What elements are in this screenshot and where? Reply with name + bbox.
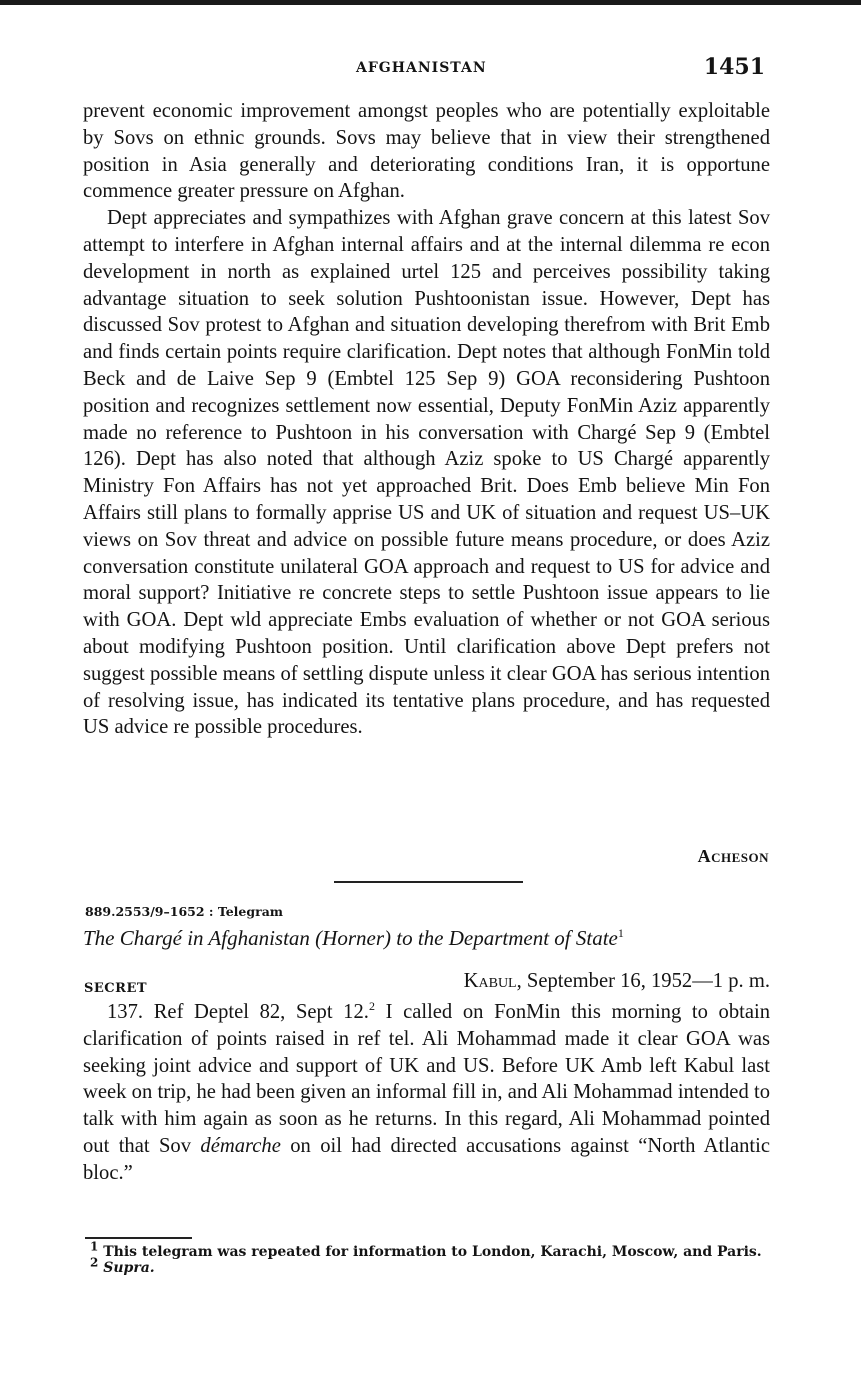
footnotes: [84, 1239, 774, 1276]
footnote-1: [84, 1239, 774, 1260]
telegram-body: [83, 999, 770, 1187]
top-border-rule: [0, 0, 861, 5]
paragraph-continued: prevent economic improvement amongst peoples who are potentially exploitable by Sovs on ethnic grounds. Sovs may believe that in view their strengthened position in Asia generally and deteriorating conditions Iran, it is opportune commence greater pressure on Afghan.: [83, 100, 770, 203]
page-number: 1451: [703, 54, 765, 80]
body-text-upper: [83, 98, 770, 741]
place-name: Kabul: [463, 970, 517, 992]
ref-footnote-mark: 2: [368, 999, 375, 1014]
footnote-2-text: Supra.: [103, 1260, 155, 1276]
reference-text: Ref Deptel 82, Sept 12.: [153, 1001, 369, 1023]
running-title: AFGHANISTAN: [356, 60, 487, 76]
footnote-rule: [85, 1237, 192, 1239]
telegram-text-b: on oil had directed accusations against “North Atlantic bloc.”: [83, 1134, 770, 1184]
footnote-1-mark: 1: [90, 1239, 99, 1254]
telegram-paragraph: [83, 999, 770, 1187]
date-time: , September 16, 1952—1 p. m.: [516, 970, 770, 992]
title-footnote-mark: 1: [617, 926, 624, 940]
signature: Acheson: [697, 846, 769, 866]
dateline: [464, 970, 770, 993]
telegram-text-a: I called on FonMin this morning to obtain clarification of points raised in ref tel. Ali Mohammad made it clear GOA was seeking joint advice and support of UK and US. Before UK Amb left Kabul last week on trip, he had been given an informal fill in, and Ali Mohammad intended to talk with him again as soon as he returns. In this regard, Ali Mohammad pointed out that Sov: [83, 1001, 771, 1157]
file-reference: 889.2553/9–1652 : Telegram: [85, 904, 284, 919]
telegram-text-italic: démarche: [200, 1134, 281, 1157]
section-divider: [334, 881, 523, 883]
classification-label: SECRET: [84, 981, 148, 996]
running-header: [0, 54, 861, 84]
footnote-1-text: This telegram was repeated for information to London, Karachi, Moscow, and Paris.: [103, 1244, 762, 1260]
document-title-text: The Chargé in Afghanistan (Horner) to the Department of State: [83, 926, 618, 950]
paragraph-number: 137.: [107, 1001, 144, 1023]
footnote-2: [84, 1255, 774, 1276]
paragraph-main: Dept appreciates and sympathizes with Afghan grave concern at this latest Sov attempt to interfere in Afghan internal affairs and at the internal dilemma re econ development in north as explained urtel 125 and perceives possibility taking advantage situation to seek solution Pushtoonistan issue. However, Dept has discussed Sov protest to Afghan and situation developing therefrom with Brit Emb and finds certain points require clarification. Dept notes that although FonMin told Beck and de Laive Sep 9 (Embtel 125 Sep 9) GOA reconsidering Pushtoon position and recognizes settlement now essential, Deputy FonMin Aziz apparently made no reference to Pushtoon in his conversation with Chargé Sep 9 (Embtel 126). Dept has also noted that although Aziz spoke to US Chargé apparently Ministry Fon Affairs has not yet approached Brit. Does Emb believe Min Fon Affairs still plans to formally apprise US and UK of situation and request US–UK views on Sov threat and advice on possible future means procedure, or does Aziz conversation constitute unilateral GOA approach and request to US for advice and moral support? Initiative re concrete steps to settle Pushtoon issue appears to lie with GOA. Dept wld appreciate Embs evaluation of whether or not GOA serious about modifying Pushtoon position. Until clarification above Dept prefers not suggest possible means of settling dispute unless it clear GOA has serious intention of resolving issue, has indicated its tentative plans procedure, and has requested US advice re possible procedures.: [83, 207, 770, 739]
document-title: [83, 926, 783, 951]
footnote-2-mark: 2: [90, 1255, 99, 1270]
